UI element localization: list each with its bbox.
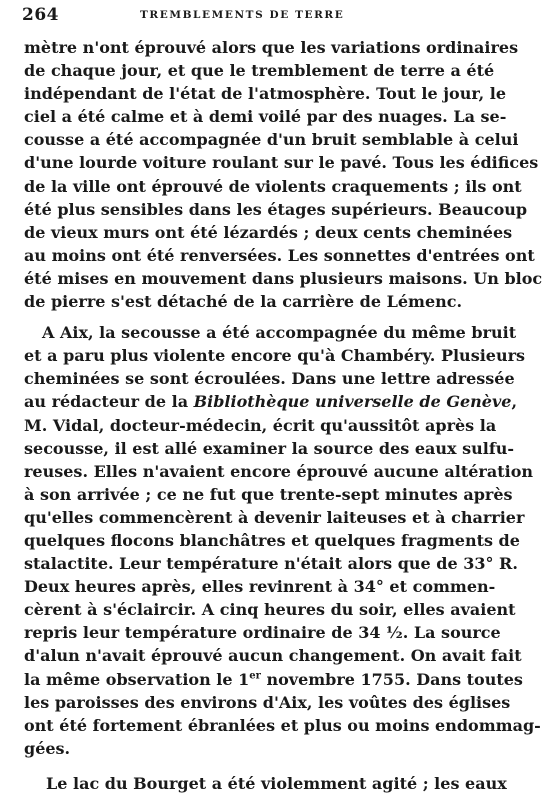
text-line: gées. bbox=[24, 738, 71, 758]
text-line: de la ville ont éprouvé de violents craquements ; ils ont bbox=[24, 176, 522, 196]
text-line: M. Vidal, docteur-médecin, écrit qu'aussitôt après la bbox=[24, 415, 497, 435]
text-line-with-title bbox=[24, 390, 518, 413]
text-segment: au rédacteur de la bbox=[24, 392, 189, 412]
text-segment: la même observation le 1 bbox=[24, 669, 250, 689]
text-line: d'une lourde voiture roulant sur le pavé. Tous les édifices bbox=[24, 153, 539, 173]
text-line: été mises en mouvement dans plusieurs maisons. Un bloc bbox=[24, 268, 542, 288]
body-text bbox=[24, 36, 542, 795]
text-line: cèrent à s'éclaircir. A cinq heures du soir, elles avaient bbox=[24, 600, 516, 620]
cited-work-title: Bibliothèque universelle de Genève bbox=[193, 392, 512, 412]
text-line: reuses. Elles n'avaient encore éprouvé aucune altération bbox=[24, 461, 533, 481]
text-line: Le lac du Bourget a été violemment agité ; les eaux bbox=[46, 773, 507, 793]
text-line: mètre n'ont éprouvé alors que les variations ordinaires bbox=[24, 38, 519, 57]
running-head: TREMBLEMENTS DE TERRE bbox=[140, 9, 345, 21]
text-line: d'alun n'avait éprouvé aucun changement. On avait fait bbox=[24, 646, 522, 666]
text-segment: , bbox=[511, 392, 518, 412]
page-header bbox=[22, 5, 462, 29]
text-line: quelques flocons blanchâtres et quelques fragments de bbox=[24, 530, 520, 550]
text-line: indépendant de l'état de l'atmosphère. Tout le jour, le bbox=[24, 84, 506, 104]
text-line: A Aix, la secousse a été accompagnée du même bruit bbox=[42, 323, 517, 343]
text-line: les paroisses des environs d'Aix, les voûtes des églises bbox=[24, 692, 511, 712]
text-line: repris leur température ordinaire de 34 ½. La source bbox=[24, 623, 501, 643]
text-line: Deux heures après, elles revinrent à 34° et commen- bbox=[24, 577, 496, 597]
text-line: à son arrivée ; ce ne fut que trente-sept minutes après bbox=[24, 484, 513, 504]
text-line: cousse a été accompagnée d'un bruit semblable à celui bbox=[24, 130, 519, 150]
text-segment: novembre 1755. Dans toutes bbox=[260, 669, 523, 689]
text-line: ciel a été calme et à demi voilé par des nuages. La se- bbox=[24, 107, 507, 127]
text-line: stalactite. Leur température n'était alors que de 33° R. bbox=[24, 554, 518, 574]
text-line: de pierre s'est détaché de la carrière de Lémenc. bbox=[24, 292, 463, 312]
page-number: 264 bbox=[22, 5, 59, 25]
text-line: cheminées se sont écroulées. Dans une lettre adressée bbox=[24, 369, 515, 389]
text-line: secousse, il est allé examiner la source des eaux sulfu- bbox=[24, 438, 514, 458]
text-line: qu'elles commencèrent à devenir laiteuses et à charrier bbox=[24, 507, 525, 527]
text-line: et a paru plus violente encore qu'à Chambéry. Plusieurs bbox=[24, 346, 526, 366]
text-line: de chaque jour, et que le tremblement de terre a été bbox=[24, 61, 495, 81]
text-line: été plus sensibles dans les étages supérieurs. Beaucoup bbox=[24, 199, 528, 219]
text-line: au moins ont été renversées. Les sonnettes d'entrées ont bbox=[24, 245, 535, 265]
ordinal-superscript: er bbox=[249, 670, 261, 682]
text-line-with-superscript bbox=[24, 668, 523, 691]
text-line: de vieux murs ont été lézardés ; deux cents cheminées bbox=[24, 222, 513, 242]
text-line: ont été fortement ébranlées et plus ou moins endommag- bbox=[24, 715, 541, 735]
